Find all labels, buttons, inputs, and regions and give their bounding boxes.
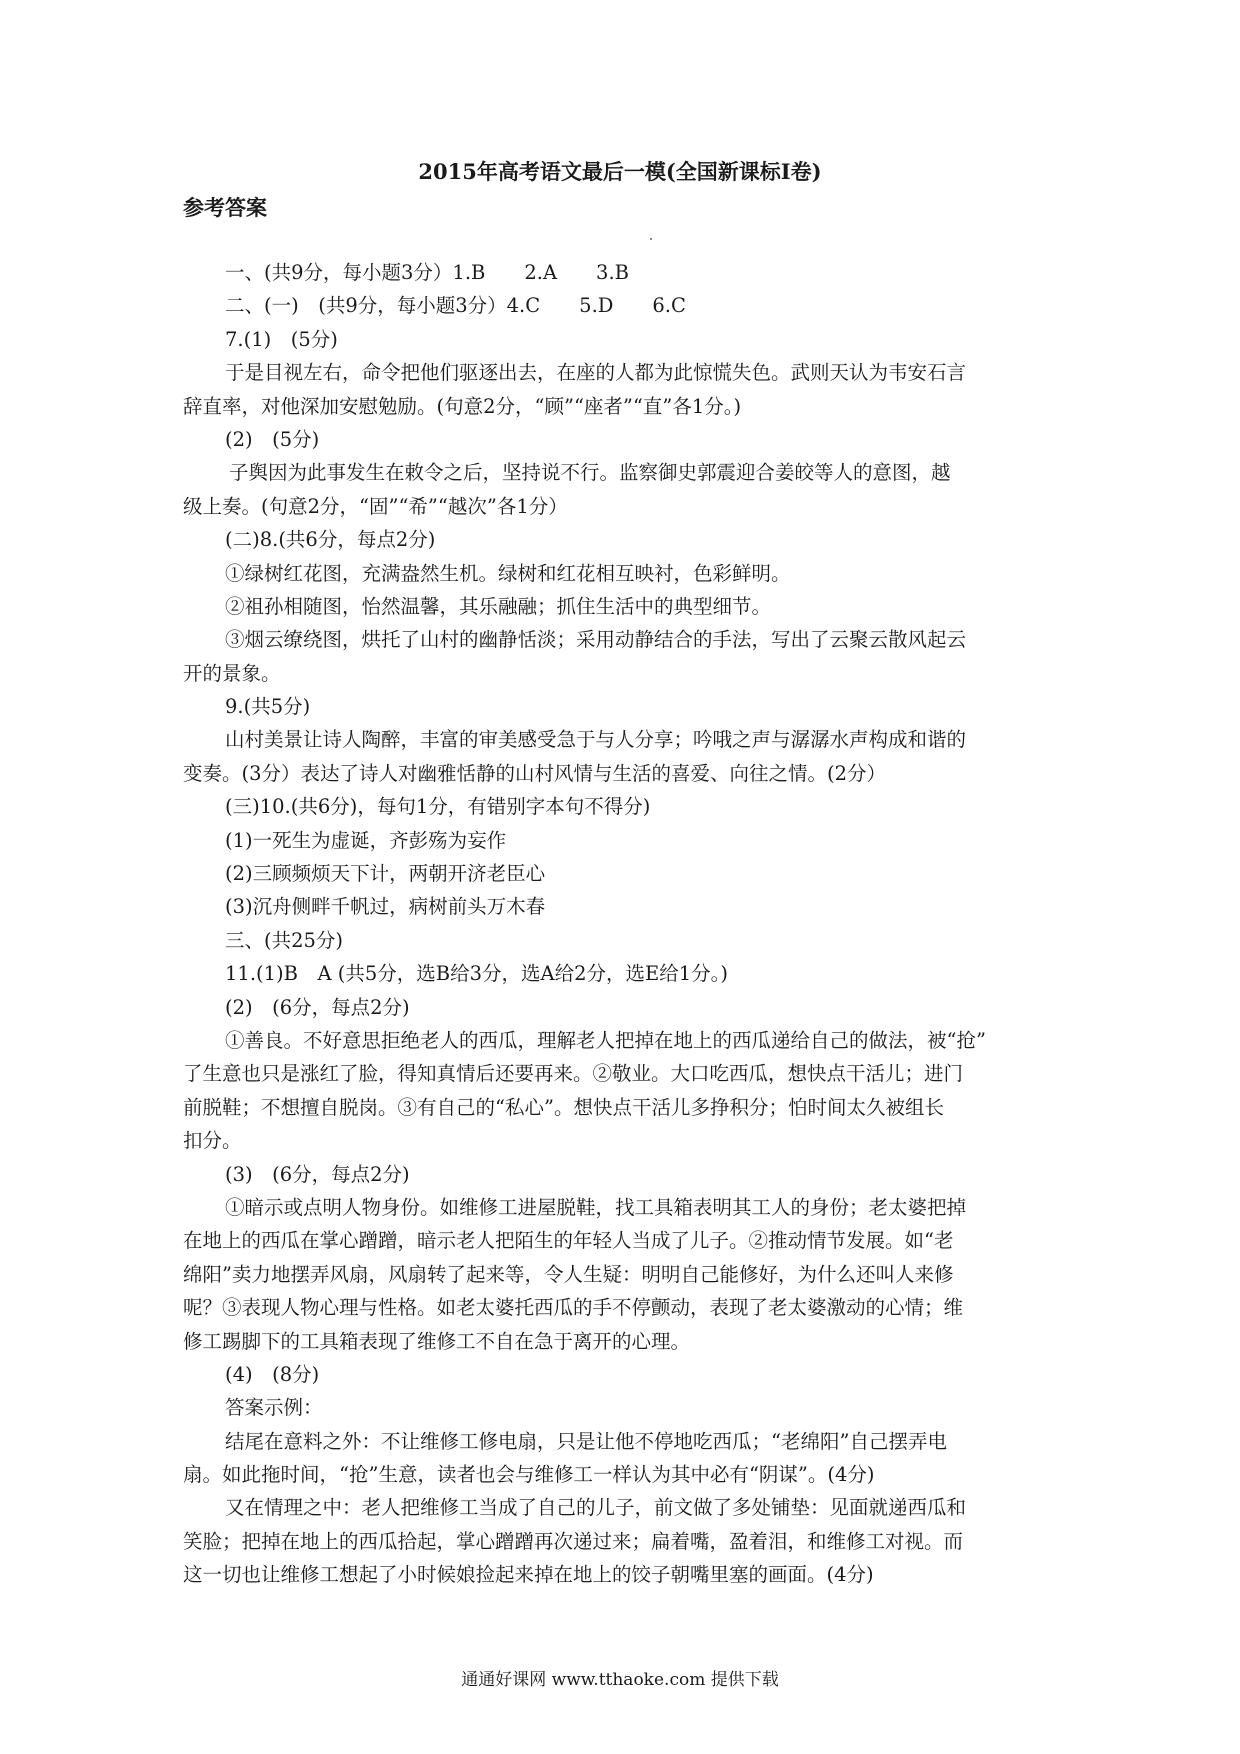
- text-line: 修工踢脚下的工具箱表现了维修工不自在急于离开的心理。: [183, 1329, 691, 1353]
- scan-speck: [650, 238, 652, 240]
- text-line: 绵阳”卖力地摆弄风扇，风扇转了起来等，令人生疑：明明自己能修好，为什么还叫人来修: [183, 1262, 954, 1286]
- text-line: 一、(共9分，每小题3分）1.B 2.A 3.B: [225, 261, 629, 284]
- text-line: (2)三顾频烦天下计，两朝开济老臣心: [225, 862, 546, 886]
- text-line: ②祖孙相随图，怡然温馨，其乐融融；抓住生活中的典型细节。: [225, 594, 772, 618]
- text-line: 在地上的西瓜在掌心蹭蹭，暗示老人把陌生的年轻人当成了儿子。②推动情节发展。如“老: [183, 1229, 954, 1253]
- text-line: 呢？③表现人物心理与性格。如老太婆托西瓜的手不停颤动，表现了老太婆激动的心情；维: [183, 1296, 964, 1320]
- text-line: 笑脸；把掉在地上的西瓜拾起，掌心蹭蹭再次递过来；扁着嘴，盈着泪，和维修工对视。而: [183, 1529, 964, 1553]
- text-line: 级上奏。(句意2分，“固”“希”“越次”各1分）: [183, 494, 568, 518]
- answer-body: [183, 256, 1063, 1592]
- text-line: 7.(1) (5分): [225, 327, 338, 351]
- text-line: 答案示例：: [225, 1396, 323, 1420]
- page-footer: 通通好课网 www.tthaoke.com 提供下载: [461, 1670, 779, 1690]
- text-line: ③烟云缭绕图，烘托了山村的幽静恬淡；采用动静结合的手法，写出了云聚云散风起云: [225, 628, 967, 652]
- text-line: 9.(共5分): [225, 695, 311, 719]
- text-line: 山村美景让诗人陶醉，丰富的审美感受急于与人分享；吟哦之声与潺潺水声构成和谐的: [225, 728, 967, 752]
- text-line: 11.(1)B A (共5分，选B给3分，选A给2分，选E给1分。): [225, 962, 728, 986]
- text-line: 三、(共25分): [225, 928, 344, 952]
- answer-heading: 参考答案: [183, 195, 267, 220]
- text-line: 扇。如此拖时间，“抢”生意，读者也会与维修工一样认为其中必有“阴谋”。(4分): [183, 1463, 875, 1487]
- text-line: (3) (6分，每点2分): [225, 1162, 410, 1186]
- text-line: (2) (5分): [225, 427, 320, 451]
- text-line: 于是目视左右，命令把他们驱逐出去，在座的人都为此惊慌失色。武则天认为韦安石言: [225, 361, 967, 385]
- text-line: 这一切也让维修工想起了小时候娘捡起来掉在地上的饺子朝嘴里塞的画面。(4分): [183, 1563, 874, 1587]
- text-line: 开的景象。: [183, 661, 281, 685]
- text-line: ①善良。不好意思拒绝老人的西瓜，理解老人把掉在地上的西瓜递给自己的做法，被“抢”: [225, 1028, 986, 1052]
- text-line: ①暗示或点明人物身份。如维修工进屋脱鞋，找工具箱表明其工人的身份；老太婆把掉: [225, 1195, 967, 1219]
- text-line: 结尾在意料之外：不让维修工修电扇，只是让他不停地吃西瓜；“老绵阳”自己摆弄电: [225, 1429, 947, 1453]
- text-line: (4) (8分): [225, 1362, 320, 1386]
- text-line: (2) (6分，每点2分): [225, 995, 410, 1019]
- text-line: (三)10.(共6分)，每句1分，有错别字本句不得分): [225, 795, 651, 819]
- text-line: (二)8.(共6分，每点2分): [225, 528, 436, 552]
- text-line: 前脱鞋；不想擅自脱岗。③有自己的“私心”。想快点干活儿多挣积分；怕时间太久被组长: [183, 1095, 944, 1119]
- text-line: 了生意也只是涨红了脸，得知真情后还要再来。②敬业。大口吃西瓜，想快点干活儿；进门: [183, 1062, 964, 1086]
- text-line: 子舆因为此事发生在敕令之后，坚持说不行。监察御史郭震迎合姜皎等人的意图，越: [229, 461, 951, 485]
- text-line: ①绿树红花图，充满盎然生机。绿树和红花相互映衬，色彩鲜明。: [225, 561, 791, 585]
- text-line: 辞直率，对他深加安慰勉励。(句意2分，“顾”“座者”“直”各1分。): [183, 394, 742, 418]
- text-line: 二、(一) (共9分，每小题3分）4.C 5.D 6.C: [225, 294, 686, 318]
- text-line: (1)一死生为虚诞，齐彭殇为妄作: [225, 828, 507, 852]
- text-line: 又在情理之中：老人把维修工当成了自己的儿子，前文做了多处铺垫：见面就递西瓜和: [225, 1496, 967, 1520]
- document-title: 2015年高考语文最后一模(全国新课标Ⅰ卷): [418, 159, 822, 184]
- text-line: 变奏。(3分）表达了诗人对幽雅恬静的山村风情与生活的喜爱、向往之情。(2分）: [183, 761, 887, 785]
- text-line: 扣分。: [183, 1129, 242, 1153]
- text-line: (3)沉舟侧畔千帆过，病树前头万木春: [225, 895, 546, 919]
